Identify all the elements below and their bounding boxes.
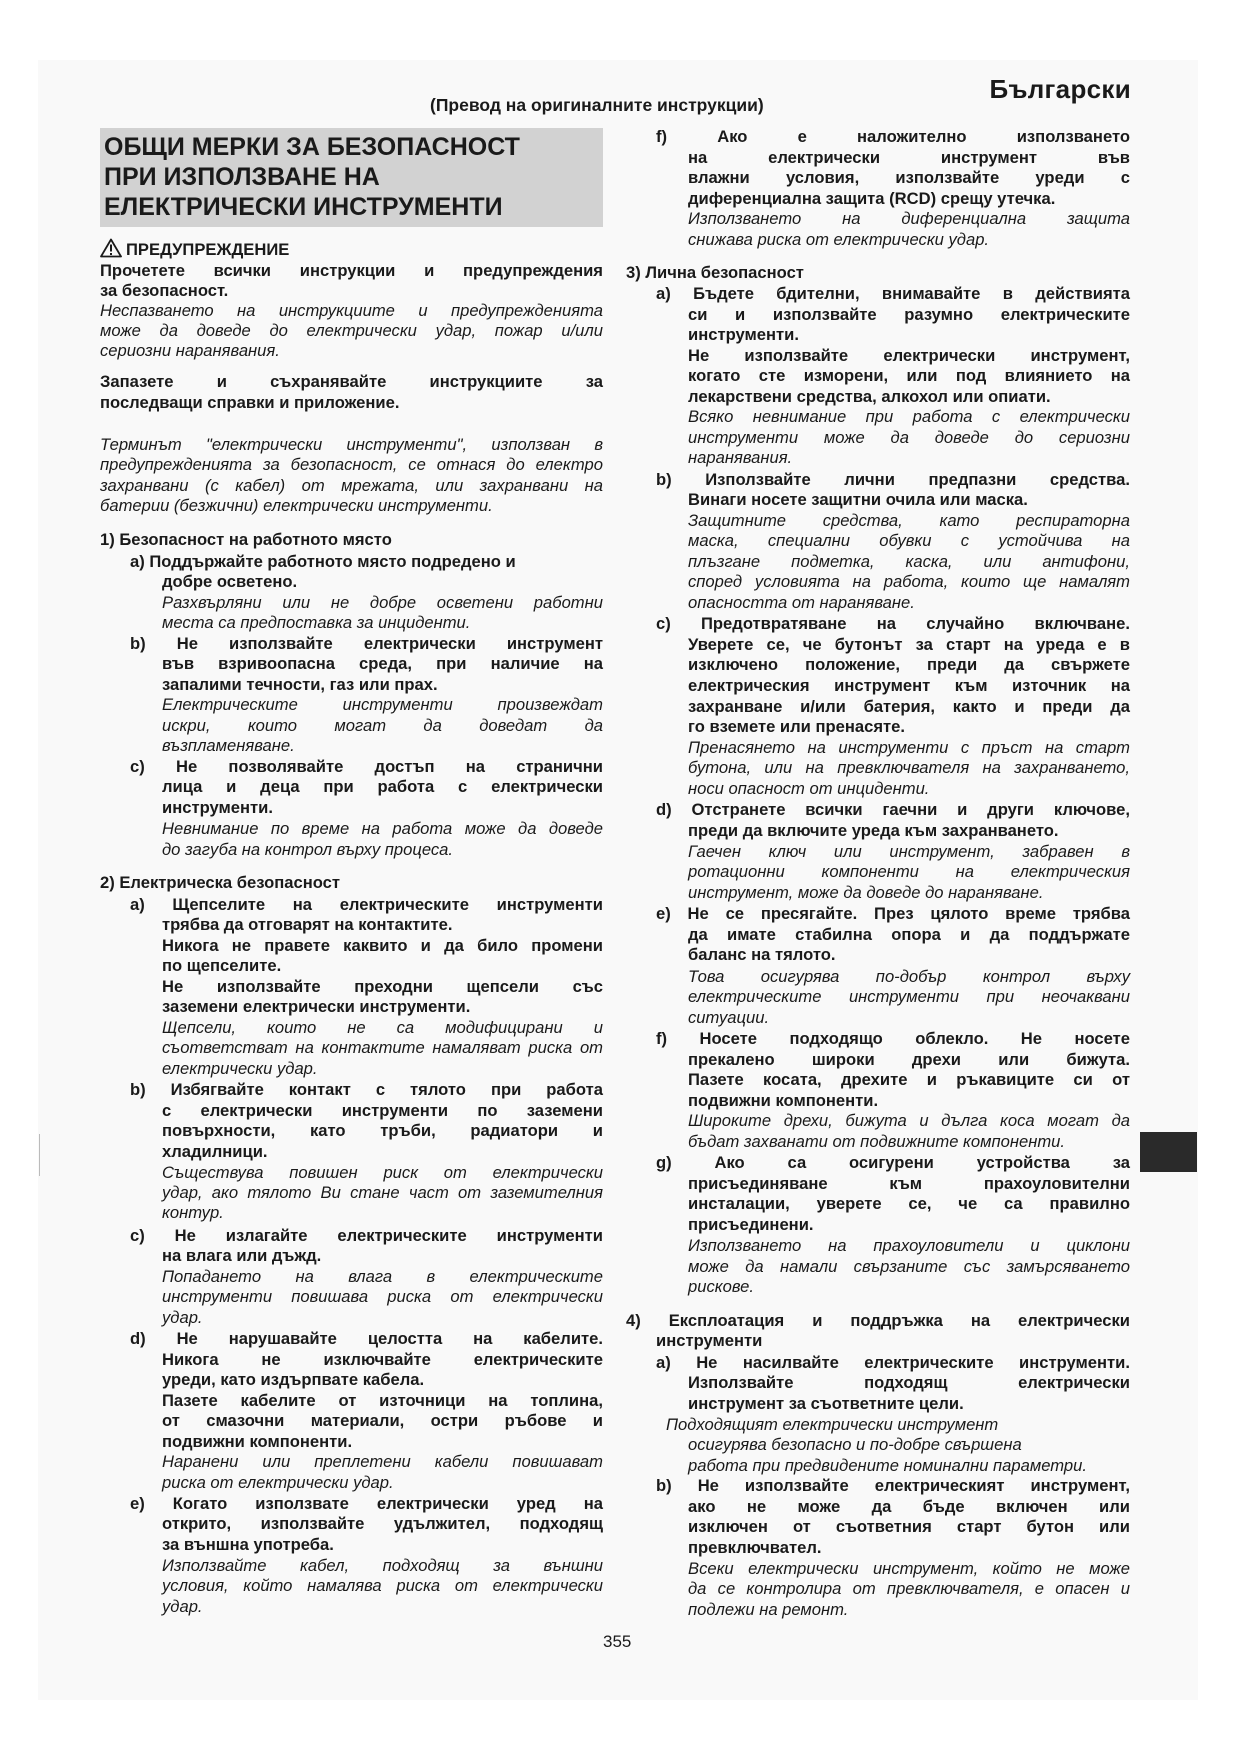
text-line [162, 1059, 318, 1079]
text-line-content: Не използвайте преходни щепсели със [162, 977, 603, 996]
text-line [130, 552, 516, 572]
text-line [162, 1163, 603, 1183]
text-line [688, 428, 1130, 448]
text-line-content: подвижни компоненти. [162, 1432, 353, 1451]
text-line [688, 945, 835, 965]
text-line [162, 1267, 603, 1287]
text-line-content: сериозни наранявания. [100, 341, 280, 360]
text-line-content: ПРЕДУПРЕЖДЕНИЕ [126, 240, 290, 259]
text-line [688, 738, 1130, 758]
text-line-content: на влага или дъжд. [162, 1246, 322, 1265]
text-line [100, 341, 280, 361]
text-line-content: диференциална защита (RCD) срещу утечка. [688, 189, 1056, 208]
text-line [162, 997, 470, 1017]
text-line-content: Никога не правете каквито и да било промени [162, 936, 603, 955]
text-line-content: ако не може да бъде включен или [688, 1497, 1130, 1516]
text-line-content: открито, използвайте удължител, подходящ [162, 1514, 603, 1533]
text-line-content: го вземете или пренасяте. [688, 717, 905, 736]
text-line [688, 1538, 822, 1558]
text-line-content: Винаги носете защитни очила или маска. [688, 490, 1028, 509]
text-line [688, 511, 1130, 531]
text-line-content: Съществува повишен риск от електрически [162, 1163, 603, 1182]
text-line [100, 435, 603, 455]
text-line [100, 261, 603, 281]
text-line [162, 1411, 603, 1431]
text-line-content: носи опасност от инциденти. [688, 779, 930, 798]
text-line [688, 1373, 1130, 1393]
text-line [162, 1203, 224, 1223]
text-line-content: опасността от нараняване. [688, 593, 915, 612]
text-line-content: a) Поддържайте работното място подредено и [130, 552, 516, 571]
text-line-content: удар, ако тялото Ви стане част от заземителния [162, 1183, 603, 1202]
text-line-content: инструмент за съответните цели. [688, 1394, 964, 1413]
text-line [688, 1194, 1130, 1214]
text-line [688, 1236, 1130, 1256]
text-line-content: плъзгане подметка, каска, или антифони, [688, 552, 1130, 571]
text-line-content: Използването на прахоуловители и циклони [688, 1236, 1130, 1255]
text-line [162, 1246, 321, 1266]
margin-mark [39, 1134, 40, 1176]
text-line-content: инструменти [656, 1331, 763, 1350]
text-line [162, 1308, 203, 1328]
text-line-content: присъединяване към прахоуловителни [688, 1174, 1130, 1193]
text-line-content: предупрежденията за безопасност, се отнася до електро [100, 455, 603, 474]
translation-subtitle: (Превод на оригиналните инструкции) [430, 95, 764, 115]
text-line [626, 1311, 1130, 1331]
text-line-content: c) Не излагайте електрическите инструменти [130, 1226, 603, 1245]
text-line-content: d) Отстранете всички гаечни и други ключове, [656, 800, 1130, 819]
text-line [162, 695, 603, 715]
text-line [688, 148, 1130, 168]
text-line [100, 238, 289, 260]
text-line [162, 1183, 603, 1203]
text-line [688, 325, 799, 345]
text-line-content: трябва да отговарят на контактите. [162, 915, 453, 934]
text-line [656, 1331, 762, 1351]
text-line-content: повърхности, като тръби, радиатори и [162, 1121, 603, 1140]
text-line-content: подвижни компоненти. [688, 1091, 879, 1110]
text-line-content: инсталации, уверете се, че са правилно [688, 1194, 1130, 1213]
text-line [688, 531, 1130, 551]
text-line [162, 798, 273, 818]
text-line [688, 1456, 1087, 1476]
text-line-content: Запазете и съхранявайте инструкциите за [100, 372, 603, 391]
text-line-content: уреди, като издърпвате кабела. [162, 1370, 425, 1389]
section-title-line: ПРИ ИЗПОЛЗВАНЕ НА [104, 163, 380, 191]
text-line-content: Използването на диференциална защита [688, 209, 1130, 228]
text-line [688, 168, 1130, 188]
warning-triangle-icon [100, 238, 122, 258]
text-line [162, 572, 297, 592]
text-line [656, 1029, 1130, 1049]
text-line-content: Използвайте подходящ електрически [688, 1373, 1130, 1392]
text-line [688, 1132, 1065, 1152]
text-line-content: запалими течности, газ или прах. [162, 675, 438, 694]
text-line [162, 915, 452, 935]
text-line-content: електрическия инструмент към източник на [688, 676, 1130, 695]
text-line [100, 321, 603, 341]
text-line-content: може да доведе до електрически удар, пожар и/или [100, 321, 603, 340]
text-line-content: Подходящият електрически инструмент [666, 1415, 999, 1434]
text-line [162, 777, 603, 797]
text-line [162, 593, 603, 613]
text-line [162, 936, 603, 956]
text-line [688, 697, 1130, 717]
text-line [100, 496, 493, 516]
text-line-content: Защитните средства, като респираторна [688, 511, 1130, 530]
language-label: Български [989, 74, 1131, 104]
text-line-content: съответстват на контактите намаляват риска от [162, 1038, 603, 1057]
text-line-content: e) Когато използвате електрически уред на [130, 1494, 603, 1513]
text-line [688, 655, 1130, 675]
text-line-content: Прочетете всички инструкции и предупреждения [100, 261, 603, 280]
text-line-content: b) Използвайте лични предпазни средства. [656, 470, 1130, 489]
text-line [688, 490, 1028, 510]
text-line [656, 127, 1130, 147]
text-line [688, 1215, 814, 1235]
text-line [162, 1597, 203, 1617]
text-line-content: с електрически инструменти по заземени [162, 1101, 603, 1120]
text-line [162, 1473, 394, 1493]
text-line-content: a) Не насилвайте електрическите инструменти. [656, 1353, 1130, 1372]
text-line [688, 967, 1130, 987]
section-title-line: ОБЩИ МЕРКИ ЗА БЕЗОПАСНОСТ [104, 133, 520, 161]
text-line [688, 448, 792, 468]
text-line-content: Всеки електрически инструмент, който не може [688, 1559, 1130, 1578]
text-line [688, 1277, 754, 1297]
text-line-content: работа при предвидените номинални параметри. [688, 1456, 1087, 1475]
text-line [162, 1432, 352, 1452]
text-line [100, 530, 392, 550]
text-line-content: Пренасянето на инструменти с пръст на старт [688, 738, 1130, 757]
text-line-content: бутона, или на превключвателя на захранването, [688, 758, 1130, 777]
section-tab-marker [1140, 1132, 1197, 1172]
text-line-content: последващи справки и приложение. [100, 393, 400, 412]
text-line-content: може да намали свързаните със замърсяването [688, 1257, 1130, 1276]
text-line-content: Всяко невнимание при работа с електрически [688, 407, 1130, 426]
text-line-content: изключено положение, преди да свържете [688, 655, 1130, 674]
text-line-content: f) Носете подходящо облекло. Не носете [656, 1029, 1130, 1048]
text-line [688, 842, 1130, 862]
text-line [100, 476, 603, 496]
text-line [688, 593, 915, 613]
text-line-content: 4) Експлоатация и поддръжка на електрически [626, 1311, 1130, 1330]
text-line-content: Използвайте кабел, подходящ за външни [162, 1556, 603, 1575]
text-line-content: маска, специални обувки с устойчива на [688, 531, 1130, 550]
text-line-content: Никога не изключвайте електрическите [162, 1350, 603, 1369]
text-line-content: влажни условия, използвайте уреди с [688, 168, 1130, 187]
text-line [162, 977, 603, 997]
text-line-content: бъдат захванати от подвижните компоненти. [688, 1132, 1065, 1151]
text-line [162, 1370, 424, 1390]
text-line [688, 572, 1130, 592]
text-line-content: Терминът "електрически инструменти", използван в [100, 435, 603, 454]
text-line [100, 372, 603, 392]
text-line [130, 895, 603, 915]
text-line-content: във взривоопасна среда, при наличие на [162, 654, 603, 673]
text-line-content: 1) Безопасност на работното място [100, 530, 392, 549]
text-line [162, 1514, 603, 1534]
text-line [688, 1050, 1130, 1070]
text-line-content: инструменти може да доведе до сериозни [688, 428, 1130, 447]
text-line [162, 1142, 268, 1162]
text-line-content: удар. [162, 1308, 203, 1327]
text-line-content: b) Не използвайте електрическият инструмент, [656, 1476, 1130, 1495]
text-line [100, 873, 340, 893]
text-line [688, 1600, 848, 1620]
text-line [130, 1329, 603, 1349]
text-line [130, 1494, 603, 1514]
text-line-content: Разхвърляни или не добре осветени работни [162, 593, 603, 612]
text-line [162, 1287, 603, 1307]
text-line-content: места са предпоставка за инциденти. [162, 613, 471, 632]
text-line-content: Щепсели, които не са модифицирани и [162, 1018, 603, 1037]
text-line-content: риска от електрически удар. [162, 1473, 394, 1492]
text-line-content: Невнимание по време на работа може да доведе [162, 819, 603, 838]
text-line-content: до загуба на контрол върху процеса. [162, 840, 454, 859]
text-line [688, 1257, 1130, 1277]
text-line-content: да се контролира от превключвателя, е опасен и [688, 1579, 1130, 1598]
text-line-content: от смазочни материали, остри ръбове и [162, 1411, 603, 1430]
text-line-content: b) Избягвайте контакт с тялото при работа [130, 1080, 603, 1099]
text-line [688, 1070, 1130, 1090]
text-line [688, 1394, 964, 1414]
text-line [100, 393, 399, 413]
text-line-content: добре осветено. [162, 572, 298, 591]
text-line-content: Уверете се, че бутонът за старт на уреда е в [688, 635, 1130, 654]
text-line [688, 366, 1130, 386]
text-line-content: прекалено широки дрехи или бижута. [688, 1050, 1130, 1069]
text-line [666, 1415, 998, 1435]
text-line-content: когато сте изморени, или под влиянието на [688, 366, 1130, 385]
page-number: 355 [603, 1632, 632, 1651]
text-line [688, 883, 1043, 903]
text-line-content: според условията на работа, които ще намалят [688, 572, 1130, 591]
text-line [688, 1174, 1130, 1194]
text-line [688, 862, 1130, 882]
text-line [162, 1018, 603, 1038]
text-line-content: Електрическите инструменти произвеждат [162, 695, 603, 714]
text-line-content: осигурява безопасно и по-добре свършена [688, 1435, 1022, 1454]
text-line-content: контур. [162, 1203, 224, 1222]
text-line [688, 821, 1059, 841]
text-line-content: хладилници. [162, 1142, 268, 1161]
text-line-content: инструменти. [162, 798, 273, 817]
text-line-content: 2) Електрическа безопасност [100, 873, 340, 892]
text-line-content: електрически удар. [162, 1059, 318, 1078]
text-line [656, 1353, 1130, 1373]
text-line [656, 614, 1130, 634]
text-line [626, 263, 804, 283]
text-line [162, 840, 453, 860]
text-line [688, 407, 1130, 427]
text-line-content: a) Щепселите на електрическите инструменти [130, 895, 603, 914]
text-line [100, 301, 603, 321]
text-line [162, 716, 603, 736]
text-line [688, 1008, 769, 1028]
text-line-content: Широките дрехи, бижута и дълга коса могат да [688, 1111, 1130, 1130]
text-line-content: снижава риска от електрически удар. [688, 230, 990, 249]
text-line [688, 1517, 1130, 1537]
text-line [162, 675, 438, 695]
section-title-line: ЕЛЕКТРИЧЕСКИ ИНСТРУМЕНТИ [104, 193, 503, 221]
text-line [688, 1435, 1022, 1455]
text-line-content: условия, който намалява риска от електрически [162, 1576, 603, 1595]
text-line-content: d) Не нарушавайте целостта на кабелите. [130, 1329, 603, 1348]
text-line-content: превключвател. [688, 1538, 822, 1557]
text-line-content: присъединени. [688, 1215, 814, 1234]
text-line-content: си и използвайте разумно електрическите [688, 305, 1130, 324]
text-line-content: за външна употреба. [162, 1535, 334, 1554]
text-line-content: изключен от съответния старт бутон или [688, 1517, 1130, 1536]
text-line-content: възпламеняване. [162, 736, 295, 755]
text-line [688, 1497, 1130, 1517]
text-line-content: лекарствени средства, алкохол или опиати. [688, 387, 1051, 406]
text-line-content: баланс на тялото. [688, 945, 836, 964]
text-line [688, 552, 1130, 572]
text-line-content: инструменти. [688, 325, 799, 344]
text-line [656, 470, 1130, 490]
text-line-content: Гаечен ключ или инструмент, забравен в [688, 842, 1130, 861]
text-line-content: Това осигурява по-добър контрол върху [688, 967, 1130, 986]
text-line-content: b) Не използвайте електрически инструмент [130, 634, 603, 653]
text-line-content: инструмент, може да доведе до нараняване. [688, 883, 1044, 902]
text-line [162, 819, 603, 839]
text-line-content: лица и деца при работа с електрически [162, 777, 603, 796]
text-line [162, 1576, 603, 1596]
text-line-content: наранявания. [688, 448, 793, 467]
text-line-content: на електрически инструмент във [688, 148, 1130, 167]
text-line-content: a) Бъдете бдителни, внимавайте в действията [656, 284, 1130, 303]
text-line-content: c) Предотвратяване на случайно включване. [656, 614, 1130, 633]
text-line [656, 1476, 1130, 1496]
text-line [162, 1350, 603, 1370]
text-line-content: за безопасност. [100, 281, 229, 300]
text-line [162, 1391, 603, 1411]
text-line [656, 904, 1130, 924]
text-line [656, 800, 1130, 820]
text-line [162, 956, 281, 976]
text-line-content: ротационни компоненти на електрическия [688, 862, 1130, 881]
text-line-content: по щепселите. [162, 956, 282, 975]
text-line [688, 925, 1130, 945]
text-line-content: f) Ако е наложително използването [656, 127, 1130, 146]
text-line-content: Не използвайте електрически инструмент, [688, 346, 1130, 365]
text-line [688, 635, 1130, 655]
text-line [688, 987, 1130, 1007]
text-line [130, 757, 603, 777]
text-line [688, 209, 1130, 229]
text-line [162, 736, 295, 756]
text-line [688, 1091, 878, 1111]
text-line-content: електрическите инструменти при неочаквани [688, 987, 1130, 1006]
text-line-content: Пазете кабелите от източници на топлина, [162, 1391, 603, 1410]
text-line-content: e) Не се пресягайте. През цялото време трябва [656, 904, 1130, 923]
text-line [688, 346, 1130, 366]
text-line [688, 189, 1055, 209]
text-line [130, 634, 603, 654]
text-line [656, 1153, 1130, 1173]
text-line-content: Попадането на влага в електрическите [162, 1267, 603, 1286]
text-line [130, 1226, 603, 1246]
text-line [100, 281, 228, 301]
text-line-content: g) Ако са осигурени устройства за [656, 1153, 1130, 1172]
text-line [688, 676, 1130, 696]
text-line [688, 230, 989, 250]
text-line-content: удар. [162, 1597, 203, 1616]
section-title-box [100, 128, 603, 227]
text-line [130, 1080, 603, 1100]
text-line [162, 1535, 334, 1555]
text-line [688, 387, 1051, 407]
text-line-content: ситуации. [688, 1008, 770, 1027]
text-line [688, 1579, 1130, 1599]
text-line-content: заземени електрически инструменти. [162, 997, 471, 1016]
text-line-content: рискове. [688, 1277, 754, 1296]
text-line-content: батерии (безжични) електрически инструменти. [100, 496, 493, 515]
text-line-content: да имате стабилна опора и да поддържате [688, 925, 1130, 944]
text-line-content: преди да включите уреда към захранването. [688, 821, 1059, 840]
text-line-content: Неспазването на инструкциите и предупрежденията [100, 301, 603, 320]
text-line-content: подлежи на ремонт. [688, 1600, 849, 1619]
text-line [162, 1038, 603, 1058]
text-line-content: 3) Лична безопасност [626, 263, 804, 282]
text-line [162, 1121, 603, 1141]
text-line-content: захранвани (с кабел) от мрежата, или захранвани на [100, 476, 603, 495]
text-line [688, 717, 905, 737]
text-line-content: Пазете косата, дрехите и ръкавиците си от [688, 1070, 1130, 1089]
text-line [688, 1559, 1130, 1579]
text-line-content: захранване и/или батерия, както и преди да [688, 697, 1130, 716]
text-line [162, 654, 603, 674]
text-line [100, 455, 603, 475]
text-line [688, 779, 929, 799]
text-line [688, 1111, 1130, 1131]
text-line-content: c) Не позволявайте достъп на странични [130, 757, 603, 776]
text-line [162, 1101, 603, 1121]
text-line [162, 1556, 603, 1576]
text-line-content: инструменти повишава риска от електрически [162, 1287, 603, 1306]
text-line-content: искри, които могат да доведат да [162, 716, 603, 735]
text-line [162, 1452, 603, 1472]
text-line [688, 758, 1130, 778]
text-line [688, 305, 1130, 325]
text-line [162, 613, 470, 633]
text-line [656, 284, 1130, 304]
text-line-content: Наранени или преплетени кабели повишават [162, 1452, 603, 1471]
